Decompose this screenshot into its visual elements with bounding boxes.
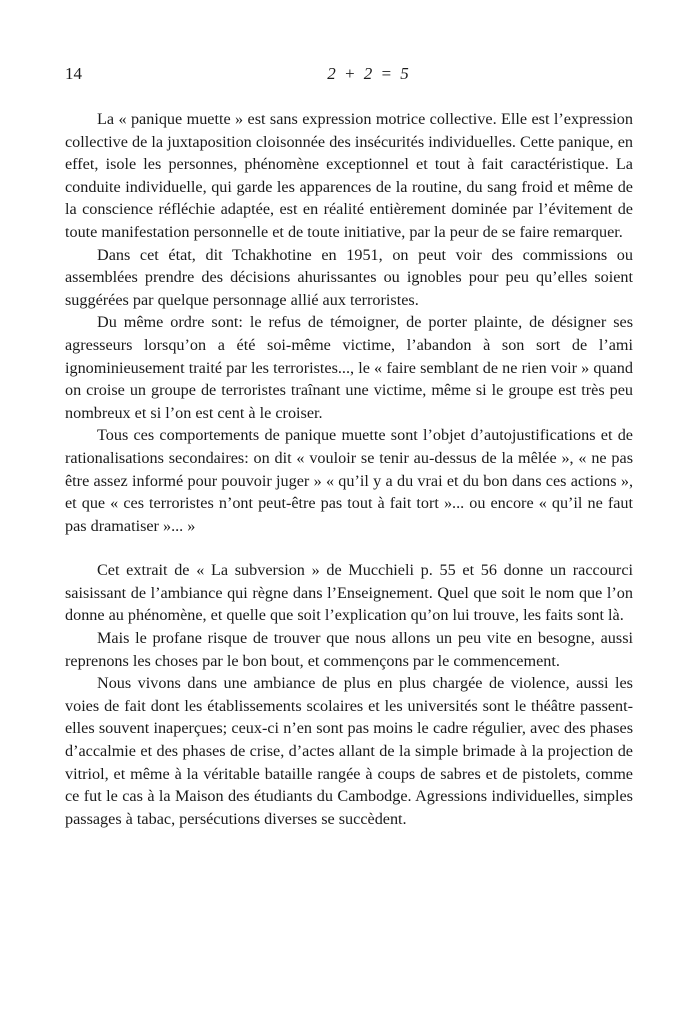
book-page <box>65 62 633 830</box>
page-header <box>65 62 633 86</box>
paragraph-profane: Mais le profane risque de trouver que nous allons un peu vite en besogne, aussi reprenons les choses par le bon bout, et commençons par le commencement. <box>65 629 633 670</box>
paragraph-tchakhotine: Dans cet état, dit Tchakhotine en 1951, on peut voir des commissions ou assemblées prendre des décisions ahurissantes ou ignobles pour peu qu’elles soient suggérées par quelque personnage allié aux terroristes. <box>65 245 633 309</box>
paragraph-extrait-mucchieli: Cet extrait de « La subversion » de Mucchieli p. 55 et 56 donne un raccourci saisissant de l’ambiance qui règne dans l’Enseignement. Quel que soit le nom que l’on donne au phénomène, et quelle que soit l’explication qu’on lui trouve, les faits sont là. <box>65 561 633 625</box>
paragraph-ambiance-violence: Nous vivons dans une ambiance de plus en plus chargée de violence, aussi les voies de fait dont les établissements scolaires et les universités sont le théâtre passent-elles souvent inaperçues; ceux-ci n’en sont pas moins le cadre régulier, avec des phases d’accalmie et des phases de crise, d’actes allant de la simple brimade à la projection de vitriol, et même à la véritable bataille rangée à coups de sabres et de pistolets, comme ce fut le cas à la Maison des étudiants du Cambodge. Agressions individuelles, simples passages à tabac, persécutions diverses se succèdent. <box>65 674 633 828</box>
page-number: 14 <box>65 64 82 83</box>
paragraph-panique-muette: La « panique muette » est sans expression motrice collective. Elle est l’expression collective de la juxtaposition cloisonnée des insécurités individuelles. Cette panique, en effet, isole les personnes, phénomène exceptionnel et tout à fait caractéristique. La conduite individuelle, qui garde les apparences de la routine, du sang froid et même de la conscience réfléchie adaptée, est en réalité entièrement dominée par l’évitement de toute manifestation personnelle et de toute initiative, par la peur de se faire remarquer. <box>65 110 633 241</box>
paragraph-meme-ordre: Du même ordre sont: le refus de témoigner, de porter plainte, de désigner ses agresseurs lorsqu’on a été soi-même victime, l’abandon à son sort de l’ami ignominieusement traité par les terroristes..., le « faire semblant de ne rien voir » quand on croise un groupe de terroristes traînant une victime, même si le groupe est très peu nombreux et si l’on est cent à le croiser. <box>65 313 633 422</box>
body-text <box>65 108 633 830</box>
paragraph-comportements: Tous ces comportements de panique muette sont l’objet d’autojustifications et de rationalisations secondaires: on dit « vouloir se tenir au-dessus de la mêlée », « ne pas être assez informé pour pouvoir juger » « qu’il y a du vrai et du bon dans ces actions », et que « ces terroristes n’ont peut-être pas tout à fait tort »... ou encore « qu’il ne faut pas dramatiser »... » <box>65 426 633 535</box>
running-title: 2 + 2 = 5 <box>327 64 411 83</box>
